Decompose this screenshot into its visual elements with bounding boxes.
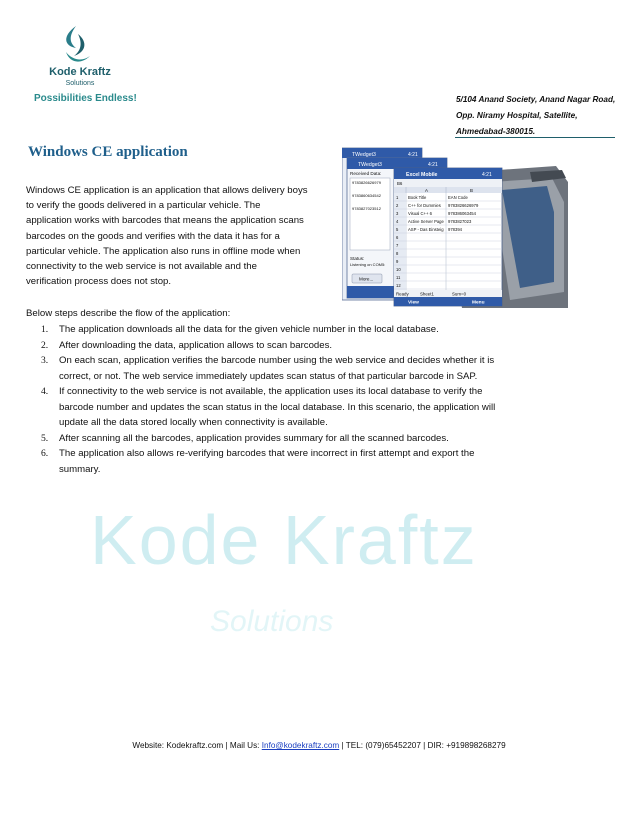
step-text: If connectivity to the web service is not available, the application uses its local database to verify the [59,386,483,397]
step-text: After downloading the data, application allows to scan barcodes. [59,339,333,351]
step-text: barcode number and updates the scan status in the local database. In this scenario, the application will [59,401,496,413]
address-line: Opp. Niramy Hospital, Satellite, [456,111,578,120]
received-label: Received Data: [350,171,382,176]
step-text: summary. [59,463,101,475]
step-item [26,353,586,384]
received-value: 9783826626979 [352,180,381,185]
footer-website: Website: Kodekraftz.com | Mail Us: [132,741,262,750]
step-item [26,384,586,431]
steps-intro: Below steps describe the flow of the application: [26,308,231,319]
status-value: Listening on COM5: [350,262,386,267]
windows-ce-screenshot [342,142,568,308]
back-window-title: TWedget3 [352,152,376,158]
step-number: 4. [41,386,49,397]
sheet-cell-n[interactable]: 8 [396,251,399,256]
step-text: On each scan, application verifies the barcode number using the web service and decides whether it is [59,355,495,366]
watermark-text: Kode Kraftz [90,501,478,579]
cell-reference: B6 [397,181,403,186]
sheet-cell-b[interactable]: 9783826626979 [448,203,479,208]
status-label: Status: [350,256,365,261]
sheet-cell-n[interactable]: 5 [396,227,399,232]
sheet-cell-b[interactable]: 978394 [448,227,462,232]
company-address [456,92,615,140]
intro-line: Windows CE application is an application that allows delivery boys [26,185,308,196]
step-text: After scanning all the barcodes, application provides summary for all the scanned barcodes. [59,432,449,444]
sheet-cell-a[interactable]: C++ for Dummies [408,203,441,208]
footer-contact: | TEL: (079)65452207 | DIR: +919898268279 [339,741,506,750]
header-divider [455,137,615,138]
column-header-b: B [470,188,473,193]
sheet-cell-a[interactable]: Visual C++ 6 [408,211,432,216]
sheet-cell-n[interactable]: 1 [396,195,399,200]
step-item [26,446,586,477]
sheet-cell-n[interactable]: 10 [396,267,401,272]
received-value: 9783827023512 [352,206,381,211]
intro-line: verification process does not stop. [26,276,172,288]
footer [0,741,638,750]
sheet-cell-a[interactable]: Book Title [408,195,427,200]
step-number: 6. [41,448,49,459]
intro-line: application works with barcodes that means the application scans [26,215,304,227]
sheet-cell-a[interactable]: ASP - Das Einsteig [408,227,444,232]
intro-line: barcodes on the goods and verifies with the data it has for a [26,230,280,242]
brand-subtitle: Solutions [65,80,95,87]
sheet-cell-b[interactable]: 9783827023 [448,219,472,224]
tagline: Possibilities Endless! [34,93,137,104]
sheet-cell-n[interactable]: 7 [396,243,399,248]
brand-name: Kode Kraftz [49,66,111,78]
sheet-cell-n[interactable]: 9 [396,259,399,264]
menu-view[interactable]: View [408,300,419,306]
step-text: update all the data stored locally when connectivity is available. [59,417,328,428]
sheet-tab[interactable]: Sheet1 [420,291,434,297]
sheet-cell-n[interactable]: 6 [396,235,399,240]
step-item [26,431,586,447]
front-window-clock: 4:21 [482,172,492,178]
step-item [26,338,586,354]
intro-line: connectivity to the web service is not available and the [26,261,257,273]
address-line: Ahmedabad-380015. [456,127,536,136]
footer-email-link[interactable]: Info@kodekraftz.com [261,741,340,750]
step-text: The application downloads all the data for the given vehicle number in the local database. [59,324,439,335]
step-number: 2. [41,339,49,351]
received-value: 9783860634542 [352,193,381,198]
intro-line: to verify the goods delivered in a particular vehicle. The [26,200,261,212]
sheet-cell-a[interactable]: Active Server Page [408,219,444,224]
sheet-cell-n[interactable]: 3 [396,211,399,216]
sum-label: Sum=0 [452,291,467,297]
address-line: 5/104 Anand Society, Anand Nagar Road, [456,95,616,104]
sheet-cell-n[interactable]: 4 [396,219,399,224]
status-ready: Ready [396,291,409,297]
more-button-label: More... [359,276,374,282]
sheet-cell-n[interactable]: 12 [396,283,401,288]
sheet-cell-b[interactable]: EAN Code [448,195,468,200]
intro-paragraph [26,183,346,289]
column-header-a: A [425,188,428,193]
back-window-clock: 4:21 [408,152,418,158]
menu-menu[interactable]: Menu [472,300,485,306]
mid-window-clock: 4:21 [428,162,438,168]
step-item [26,322,586,338]
sheet-cell-b[interactable]: 978386063454 [448,211,476,216]
mid-window-title: TWedget3 [358,162,382,168]
step-text: correct, or not. The web service immediately updates scan status of that particular barcode in SAP. [59,370,478,382]
sheet-cell-n[interactable]: 11 [396,275,401,280]
section-title: Windows CE application [28,144,188,160]
step-number: 5. [41,432,49,444]
front-window-title: Excel Mobile [406,172,438,178]
kode-kraftz-logo-icon [56,24,96,68]
intro-line: particular vehicle. The application also runs in offline mode when [26,245,301,257]
step-number: 1. [41,324,49,335]
step-number: 3. [41,355,49,366]
step-text: The application also allows re-verifying barcodes that were incorrect in first attempt and export the [59,448,475,459]
steps-list [26,322,586,477]
watermark-subtext: Solutions [210,605,334,638]
sheet-cell-n[interactable]: 2 [396,203,399,208]
